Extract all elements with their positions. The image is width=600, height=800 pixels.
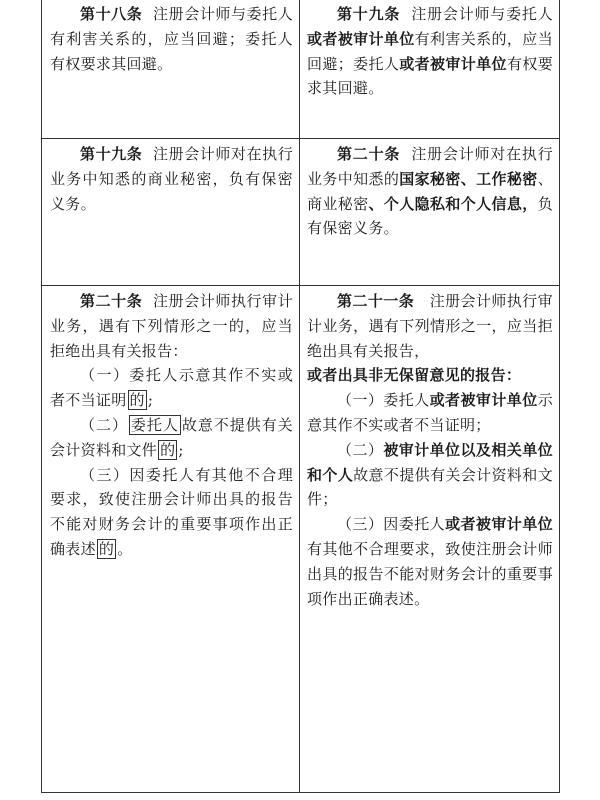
article-paragraph bbox=[50, 2, 293, 76]
list-item bbox=[50, 463, 293, 562]
amended-text: 或者被审计单位 bbox=[429, 391, 538, 410]
new-article-cell bbox=[300, 0, 559, 138]
article-text: 注册会计师执行审计业务，遇有下列情形之一的，应当拒绝出具有关报告： bbox=[50, 292, 294, 360]
article-text: 有利害关系的，应当回避；委托人 bbox=[307, 29, 553, 73]
item-text: （一）委托人 bbox=[337, 391, 430, 410]
article-number: 第十八条 bbox=[80, 5, 143, 23]
article-number: 第十九条 bbox=[337, 5, 401, 23]
list-item bbox=[307, 512, 553, 611]
deleted-mark: 的 bbox=[160, 440, 176, 459]
item-punct: ; bbox=[178, 440, 184, 459]
article-text: 有权要求其回避。 bbox=[307, 54, 553, 98]
article-text: 注册会计师对在执行业务中知悉的 bbox=[307, 145, 554, 188]
article-paragraph bbox=[50, 142, 293, 216]
deleted-mark: 的 bbox=[129, 391, 145, 410]
new-article-cell bbox=[300, 139, 559, 285]
list-item bbox=[307, 438, 553, 512]
article-paragraph bbox=[307, 142, 553, 241]
article-paragraph bbox=[307, 289, 553, 388]
table-row bbox=[42, 286, 559, 792]
item-text: 故意不提供有关会计资料和文件 bbox=[50, 415, 293, 459]
article-number: 第二十一条 bbox=[337, 292, 415, 310]
article-text: 注册会计师执行审计业务，遇有下列情形之一，应当拒绝出具有关报告， bbox=[307, 292, 553, 360]
item-text: （一）委托人示意其作不实或者不当证明 bbox=[50, 366, 293, 410]
amended-text: 或者出具非无保留意见的报告： bbox=[307, 366, 522, 385]
article-text: 负有保密义务。 bbox=[307, 194, 553, 238]
amended-text: 或者被审计单位 bbox=[445, 515, 553, 534]
item-text: （三）因委托人 bbox=[337, 515, 446, 534]
amended-text: 被审计单位以及相关单位和个人 bbox=[307, 440, 553, 484]
deleted-mark: 委托人 bbox=[130, 415, 179, 434]
item-text: （二） bbox=[337, 440, 384, 459]
deleted-mark: 的 bbox=[98, 539, 115, 558]
table-row bbox=[42, 0, 559, 139]
item-text: 示意其作不实或者不当证明； bbox=[307, 391, 553, 434]
item-text: （三）因委托人有其他不合理要求，致使注册会计师出具的报告不能对财务会计的重要事项作出正确表述 bbox=[50, 465, 293, 558]
table-row bbox=[42, 139, 559, 286]
item-punct: 。 bbox=[117, 539, 133, 558]
comparison-table bbox=[41, 0, 560, 793]
amended-text: 或者被审计单位 bbox=[399, 54, 507, 73]
list-item bbox=[50, 413, 293, 463]
item-punct: ; bbox=[147, 391, 154, 410]
article-text: 注册会计师与委托人有利害关系的，应当回避；委托人有权要求其回避。 bbox=[50, 5, 294, 73]
article-number: 第二十条 bbox=[337, 145, 401, 163]
article-text: 、商业秘密 bbox=[307, 169, 553, 213]
amended-text: 或者被审计单位 bbox=[307, 29, 415, 48]
old-article-cell bbox=[42, 139, 300, 285]
amended-text: 、个人隐私和个人信息， bbox=[368, 194, 538, 213]
item-text: （二） bbox=[80, 415, 128, 434]
article-text: 注册会计师对在执行业务中知悉的商业秘密，负有保密义务。 bbox=[50, 145, 294, 213]
article-number: 第十九条 bbox=[80, 145, 143, 163]
new-article-cell bbox=[300, 286, 559, 792]
list-item bbox=[50, 363, 293, 413]
article-text: 注册会计师与委托人 bbox=[411, 5, 554, 23]
article-paragraph bbox=[307, 2, 553, 101]
old-article-cell bbox=[42, 0, 300, 138]
list-item bbox=[307, 388, 553, 438]
item-text: 有其他不合理要求，致使注册会计师出具的报告不能对财务会计的重要事项作出正确表述。 bbox=[307, 539, 553, 608]
amended-text: 国家秘密、工作秘密 bbox=[399, 169, 538, 188]
item-text: 故意不提供有关会计资料和文件； bbox=[307, 465, 553, 509]
article-paragraph bbox=[50, 289, 293, 363]
old-article-cell bbox=[42, 286, 300, 792]
article-number: 第二十条 bbox=[80, 292, 143, 310]
